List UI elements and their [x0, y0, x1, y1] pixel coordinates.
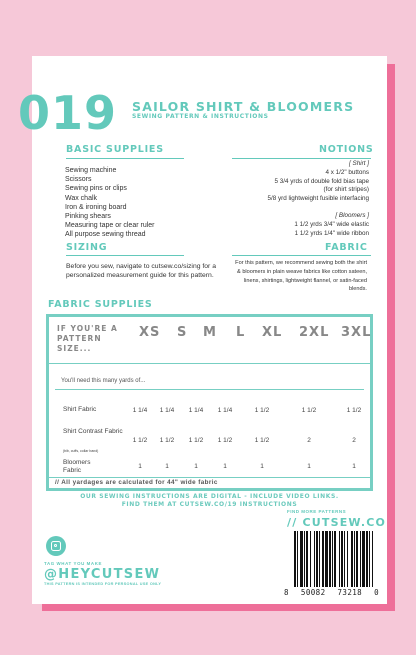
barcode-digit: 8: [284, 588, 289, 597]
divider: [232, 255, 371, 256]
sizing-text: Before you sew, navigate to cutsew.co/sizing for a personalized measurement guide for this pattern.: [66, 263, 216, 279]
row-label: Shirt Fabric: [63, 406, 97, 413]
size-header: S: [177, 325, 188, 340]
notions-list: [209, 160, 369, 238]
size-header: 2XL: [299, 325, 330, 340]
size-header: 3XL: [341, 325, 372, 340]
table-cell: 1: [223, 463, 227, 470]
pattern-number: 019: [18, 86, 118, 140]
divider: [66, 255, 184, 256]
barcode-digit: 0: [374, 588, 379, 597]
row-sublabel: (bib, cuffs, collar band): [63, 449, 99, 453]
table-cell: 1 1/2: [159, 437, 175, 444]
table-cell: 1 1/4: [188, 407, 204, 414]
basic-supplies-heading: BASIC SUPPLIES: [66, 144, 164, 155]
sizing-heading: SIZING: [66, 242, 108, 253]
barcode-number: [284, 588, 379, 597]
row-label: Bloomers Fabric: [63, 459, 91, 474]
list-item: (for shirt stripes): [323, 186, 369, 194]
divider: [232, 158, 371, 159]
list-item: 1 1/2 yrds 1/4" wide ribbon: [294, 229, 369, 237]
list-item: 4 x 1/2" buttons: [325, 168, 369, 176]
divider: [49, 363, 370, 364]
list-item: All purpose sewing thread: [65, 231, 146, 239]
table-cell: 1 1/4: [217, 407, 233, 414]
table-cell: 1: [352, 463, 356, 470]
divider: [55, 389, 364, 390]
fabric-heading: FABRIC: [325, 242, 368, 253]
barcode-digit: 73218: [337, 588, 363, 597]
yards-label: You'll need this many yards of...: [61, 378, 146, 384]
size-header: M: [203, 325, 217, 340]
list-item: Iron & ironing board: [65, 203, 127, 211]
find-more-label: FIND MORE PATTERNS: [287, 509, 347, 514]
table-cell: 1: [307, 463, 311, 470]
barcode-icon: [294, 531, 375, 587]
list-item: Sewing machine: [65, 167, 117, 174]
row-label: Shirt Contrast Fabric: [63, 428, 123, 435]
disclaimer: THIS PATTERN IS INTENDED FOR PERSONAL USE ONLY: [44, 582, 162, 586]
table-cell: 1: [194, 463, 198, 470]
list-item: Sewing pins or clips: [65, 185, 127, 193]
notions-shirt-label: [ Shirt ]: [349, 160, 369, 167]
list-item: 1 1/2 yrds 3/4" wide elastic: [294, 220, 369, 228]
table-cell: 1 1/2: [188, 437, 204, 444]
size-header: XS: [139, 325, 161, 340]
instructions-line: OUR SEWING INSTRUCTIONS ARE DIGITAL - INCLUDE VIDEO LINKS.: [80, 493, 339, 500]
list-item: Wax chalk: [65, 194, 98, 202]
pattern-card: [18, 56, 387, 604]
barcode-digit: 50082: [300, 588, 326, 597]
table-cell: 2: [352, 437, 356, 444]
table-cell: 1 1/2: [254, 407, 270, 414]
list-item: Scissors: [65, 176, 92, 184]
website-url: // CUTSEW.CO: [287, 516, 387, 529]
pattern-title: SAILOR SHIRT & BLOOMERS: [132, 99, 355, 114]
size-label: IF YOU'RE A PATTERN SIZE...: [57, 324, 118, 353]
table-cell: 1 1/2: [217, 437, 233, 444]
table-cell: 1 1/4: [159, 407, 175, 414]
divider: [66, 158, 184, 159]
list-item: Pinking shears: [65, 213, 111, 221]
list-item: Measuring tape or clear ruler: [65, 222, 155, 230]
table-cell: 1: [165, 463, 169, 470]
table-cell: 1 1/2: [132, 437, 148, 444]
instagram-icon: [46, 536, 66, 556]
pattern-subtitle: SEWING PATTERN & INSTRUCTIONS: [132, 113, 269, 120]
table-cell: 2: [307, 437, 311, 444]
size-header: XL: [262, 325, 283, 340]
instructions-line: FIND THEM AT CUTSEW.CO/19 INSTRUCTIONS: [121, 501, 298, 508]
tag-label: TAG WHAT YOU MAKE: [44, 561, 103, 566]
yardage-table: [46, 314, 373, 491]
notions-bloomers-label: [ Bloomers ]: [335, 211, 369, 219]
fabric-supplies-heading: FABRIC SUPPLIES: [48, 299, 153, 310]
table-cell: 1 1/2: [346, 407, 362, 414]
social-handle: @HEYCUTSEW: [44, 567, 161, 582]
table-cell: 1 1/2: [301, 407, 317, 414]
yardage-footnote: // All yardages are calculated for 44" wide fabric: [55, 479, 218, 486]
divider: [49, 477, 370, 478]
instructions-note: [32, 493, 387, 509]
table-cell: 1: [260, 463, 264, 470]
size-header: L: [236, 325, 246, 340]
fabric-text: For this pattern, we recommend sewing both the shirt & bloomers in plain weave fabrics like cotton sateen, linens, shirtings, lightweight flannel, or satin-faced blends.: [235, 260, 367, 293]
table-cell: 1 1/4: [132, 407, 148, 414]
basic-supplies-list: [65, 166, 155, 240]
list-item: 5/8 yrd lightweight fusible interfacing: [267, 195, 369, 203]
table-cell: 1 1/2: [254, 437, 270, 444]
list-item: 5 3/4 yrds of double fold bias tape: [274, 177, 369, 185]
notions-heading: NOTIONS: [319, 144, 374, 155]
table-cell: 1: [138, 463, 142, 470]
